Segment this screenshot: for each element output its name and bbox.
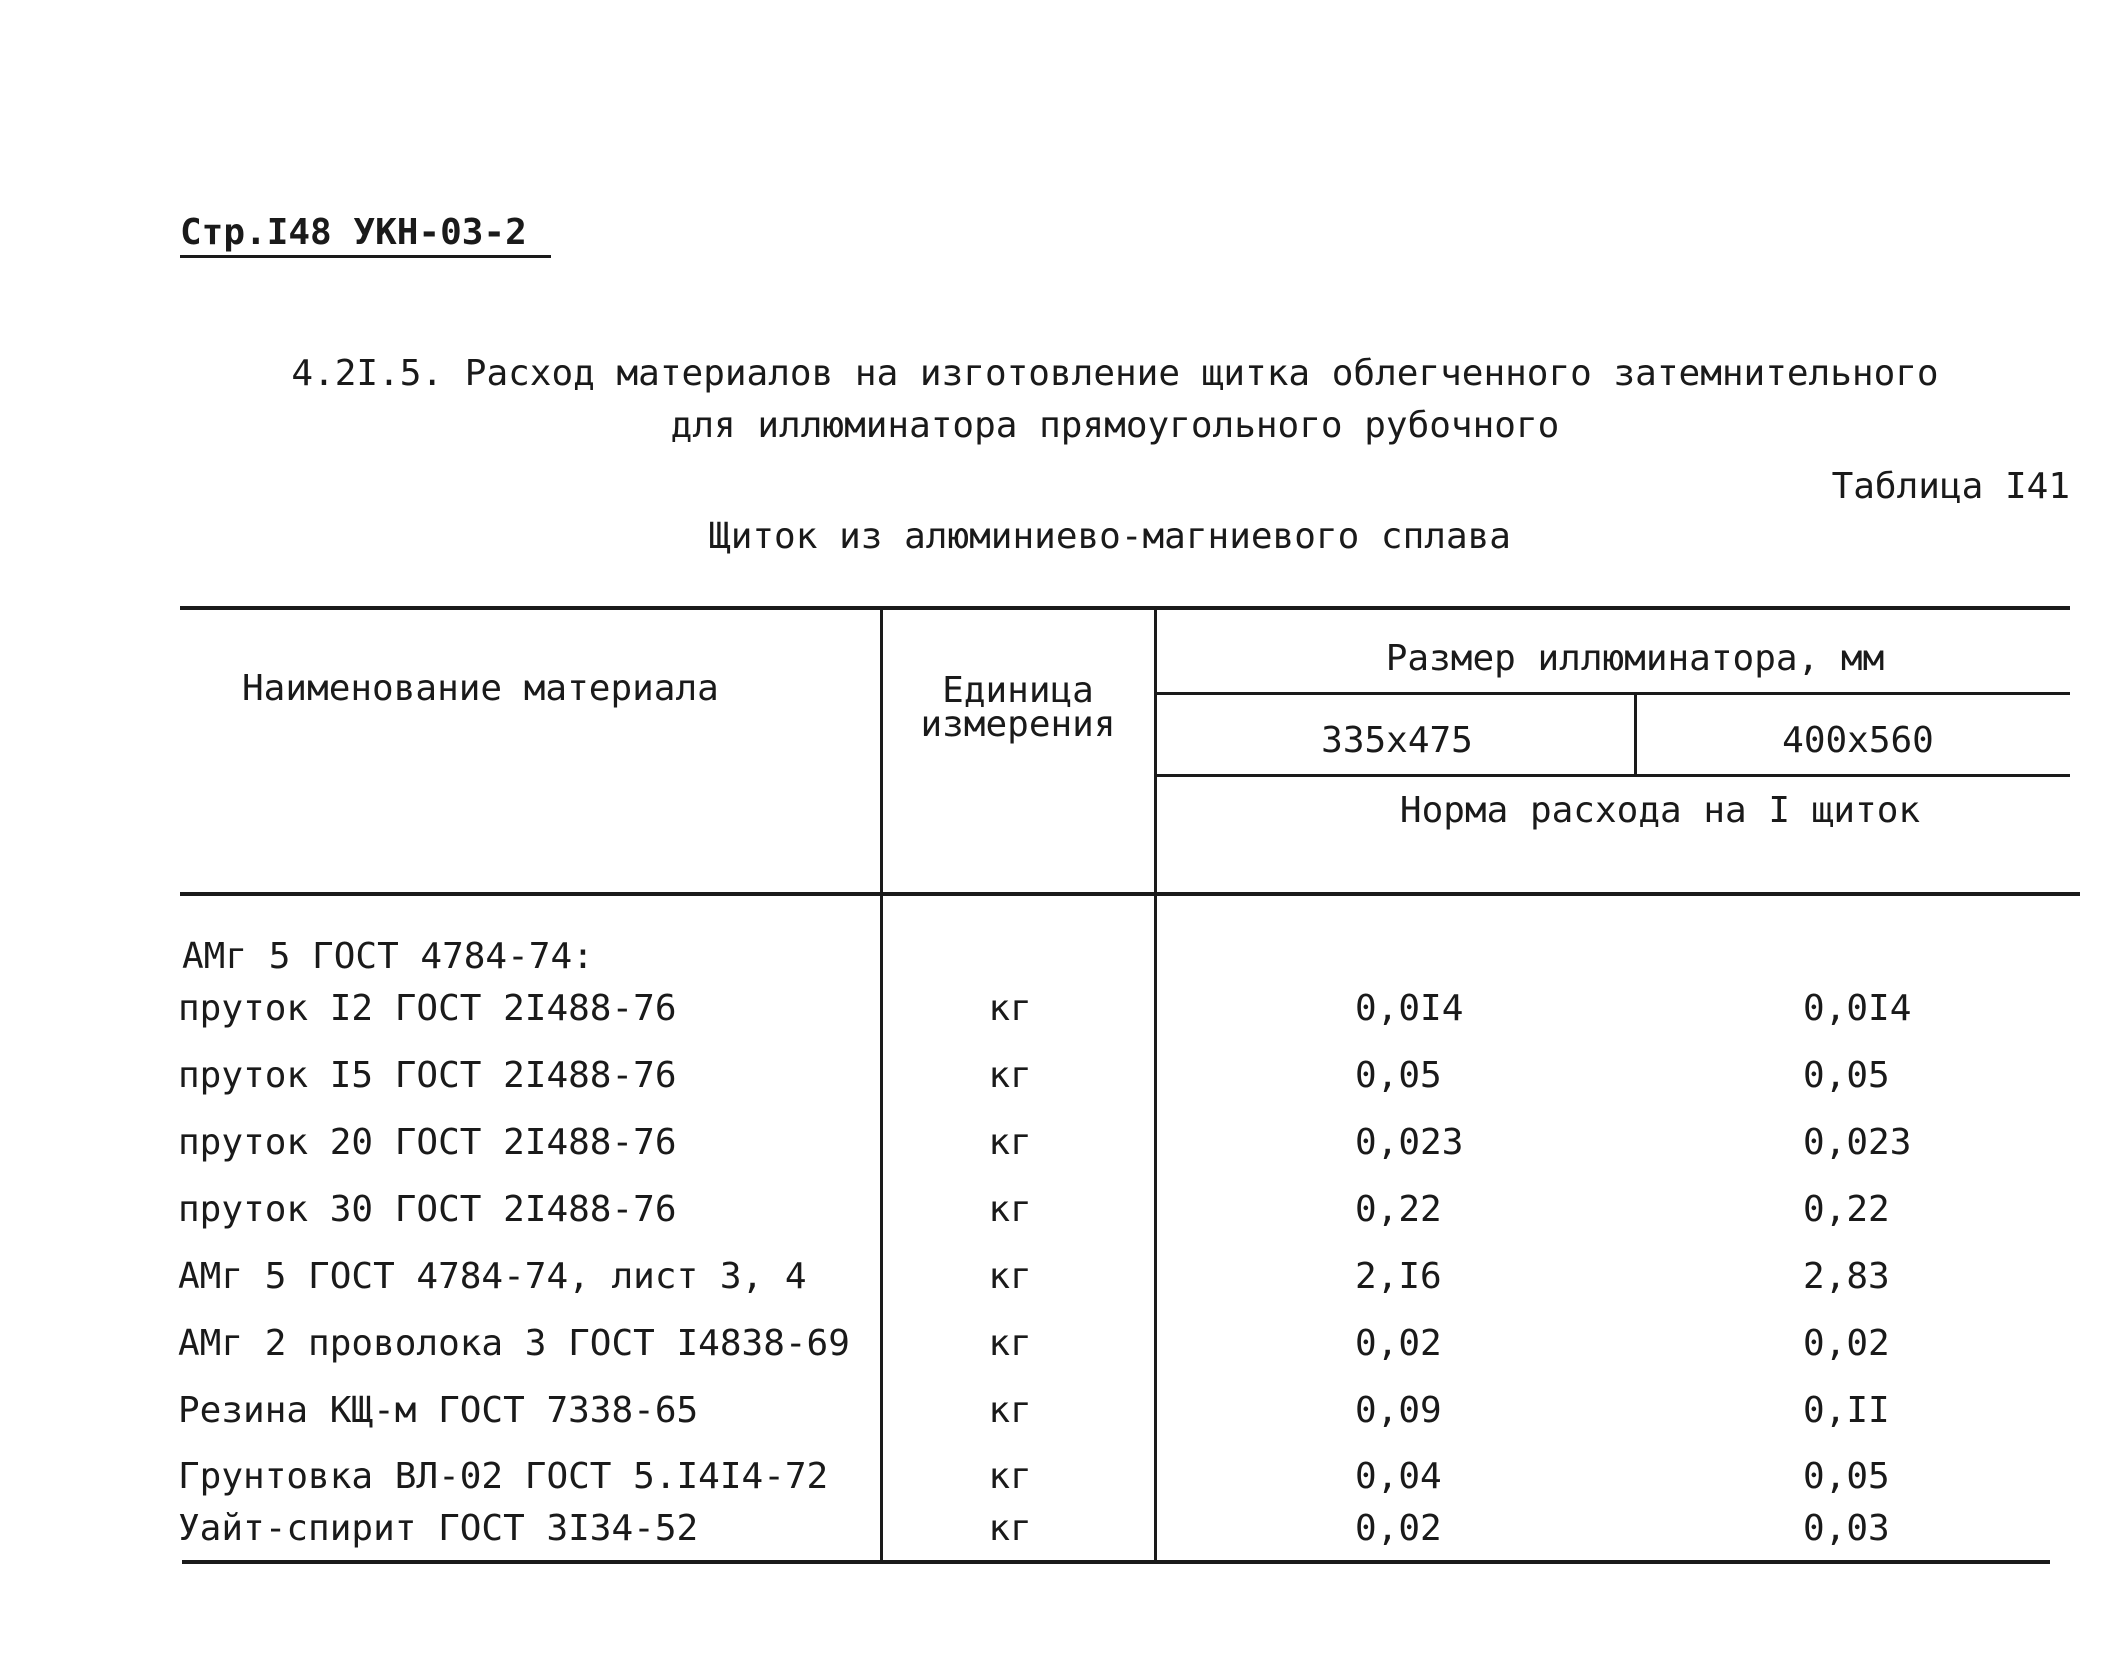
page-reference: Стр.I48 УКН-03-2 — [180, 212, 551, 258]
material-name: пруток 30 ГОСТ 2I488-76 — [178, 1189, 677, 1230]
value-400x560: 0,05 — [1803, 1055, 1890, 1096]
table-row — [0, 1055, 2104, 1113]
unit: кг — [988, 1390, 1032, 1431]
size-divider — [1634, 694, 1637, 776]
table-row — [0, 1122, 2104, 1180]
value-400x560: 0,02 — [1803, 1323, 1890, 1364]
material-name: Уайт-спирит ГОСТ 3I34-52 — [178, 1508, 699, 1549]
column-header-name: Наименование материала — [242, 668, 719, 709]
table-row — [0, 1508, 2104, 1566]
material-name: Грунтовка ВЛ-02 ГОСТ 5.I4I4-72 — [178, 1456, 829, 1497]
norm-header: Норма расхода на I щиток — [1399, 790, 1921, 831]
unit: кг — [988, 1055, 1032, 1096]
table-row — [0, 1390, 2104, 1448]
material-name: пруток I5 ГОСТ 2I488-76 — [178, 1055, 677, 1096]
size-group-rule — [1156, 692, 2070, 695]
value-335x475: 0,04 — [1355, 1456, 1442, 1497]
header-bottom-rule — [180, 892, 2080, 896]
value-400x560: 0,II — [1803, 1390, 1890, 1431]
table-row — [0, 1256, 2104, 1314]
value-400x560: 0,05 — [1803, 1456, 1890, 1497]
value-400x560: 2,83 — [1803, 1256, 1890, 1297]
size-335x475-header: 335x475 — [1321, 720, 1473, 761]
value-335x475: 0,02 — [1355, 1323, 1442, 1364]
size-400x560-header: 400x560 — [1782, 720, 1934, 761]
section-title — [180, 348, 2050, 452]
group-label: АМг 5 ГОСТ 4784-74: — [182, 936, 594, 977]
size-group-header: Размер иллюминатора, мм — [1385, 638, 1885, 679]
table-row — [0, 1189, 2104, 1247]
value-335x475: 0,05 — [1355, 1055, 1442, 1096]
unit: кг — [988, 1189, 1032, 1230]
table-caption: Щиток из алюминиево-магниевого сплава — [709, 516, 1511, 557]
value-400x560: 0,22 — [1803, 1189, 1890, 1230]
unit: кг — [988, 1122, 1032, 1163]
unit: кг — [988, 1456, 1032, 1497]
value-335x475: 2,I6 — [1355, 1256, 1442, 1297]
material-name: АМг 2 проволока 3 ГОСТ I4838-69 — [178, 1323, 850, 1364]
value-335x475: 0,023 — [1355, 1122, 1464, 1163]
table-number: Таблица I41 — [1831, 466, 2070, 507]
section-title-line2: для иллюминатора прямоугольного рубочного — [670, 405, 1560, 446]
unit: кг — [988, 988, 1032, 1029]
value-400x560: 0,023 — [1803, 1122, 1912, 1163]
value-400x560: 0,03 — [1803, 1508, 1890, 1549]
size-values-rule — [1156, 774, 2070, 777]
table-row — [0, 988, 2104, 1046]
table-row — [0, 1456, 2104, 1514]
column-header-unit-line2: измерения — [920, 704, 1116, 745]
table-top-rule — [180, 606, 2070, 610]
material-name: пруток I2 ГОСТ 2I488-76 — [178, 988, 677, 1029]
section-title-line1: 4.2I.5. Расход материалов на изготовление щитка облегченного затемнительного — [291, 353, 1939, 394]
material-name: АМг 5 ГОСТ 4784-74, лист 3, 4 — [178, 1256, 807, 1297]
table-row — [0, 1323, 2104, 1381]
value-335x475: 0,09 — [1355, 1390, 1442, 1431]
unit: кг — [988, 1508, 1032, 1549]
unit: кг — [988, 1323, 1032, 1364]
material-name: Резина КЩ-м ГОСТ 7338-65 — [178, 1390, 699, 1431]
material-name: пруток 20 ГОСТ 2I488-76 — [178, 1122, 677, 1163]
value-335x475: 0,0I4 — [1355, 988, 1464, 1029]
value-335x475: 0,02 — [1355, 1508, 1442, 1549]
unit: кг — [988, 1256, 1032, 1297]
value-400x560: 0,0I4 — [1803, 988, 1912, 1029]
column-header-unit-line1: Единица — [942, 670, 1094, 711]
value-335x475: 0,22 — [1355, 1189, 1442, 1230]
